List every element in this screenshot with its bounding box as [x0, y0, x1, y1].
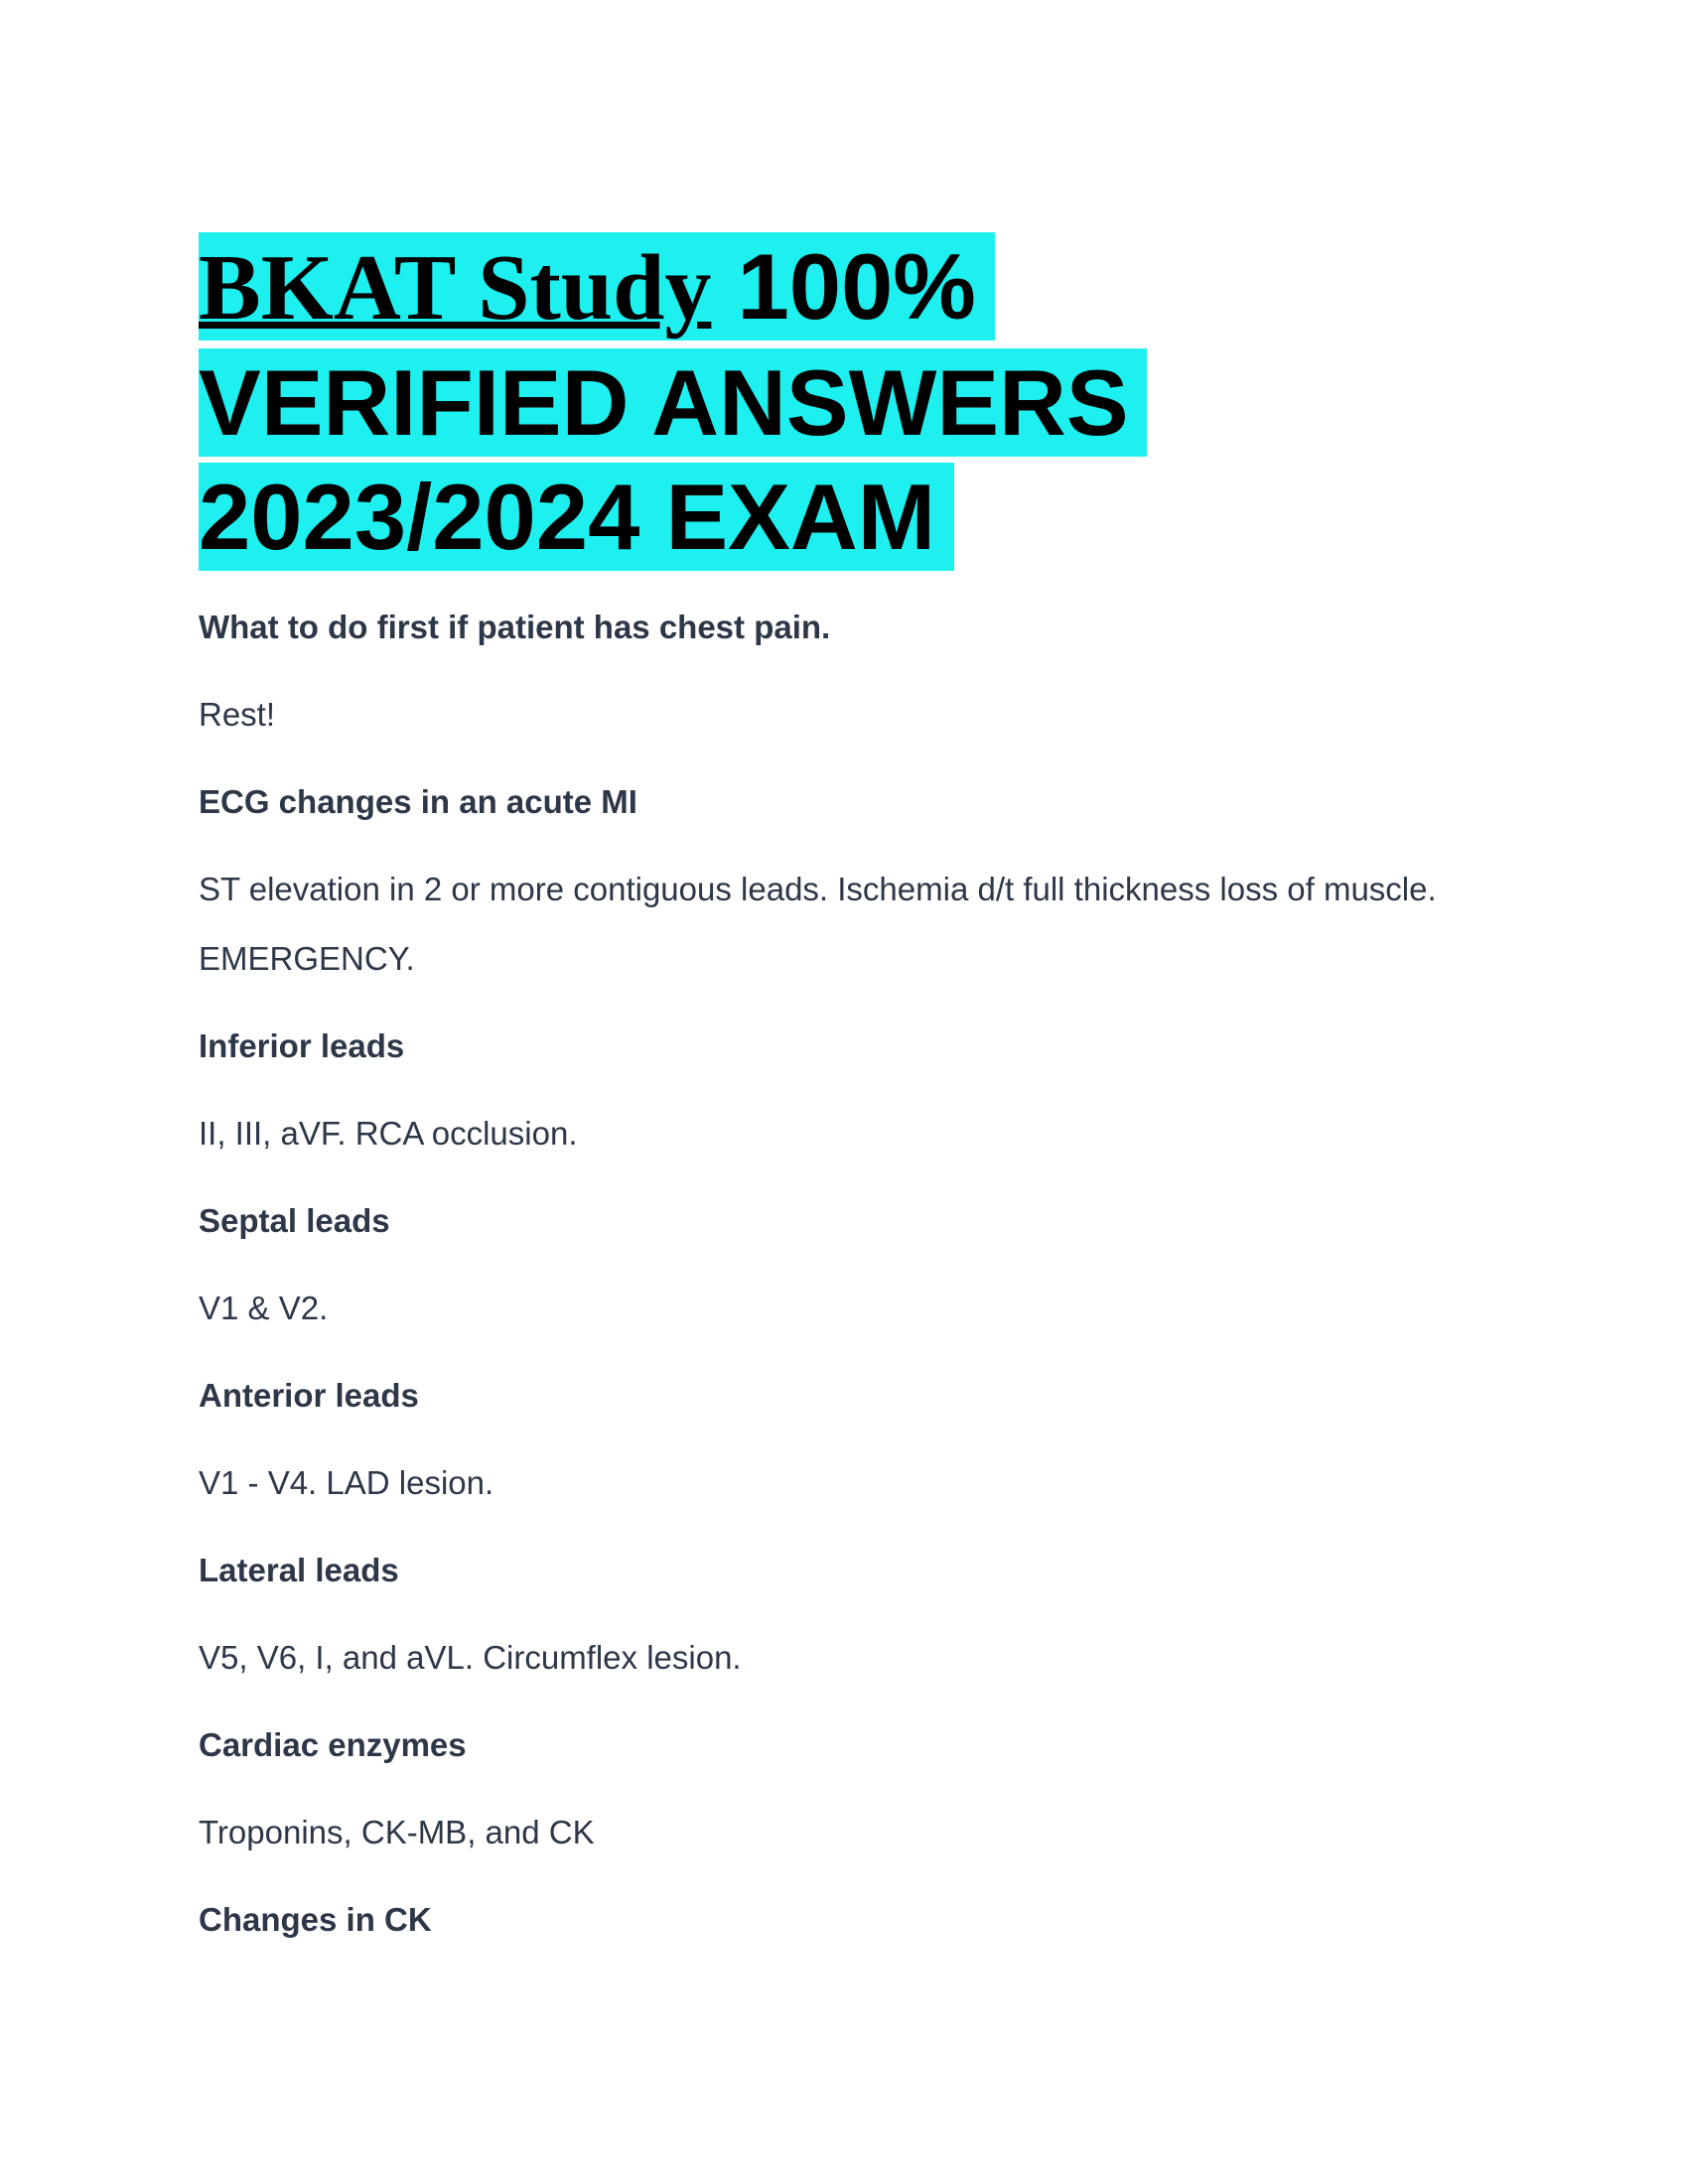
title-line-2 [199, 345, 1509, 460]
question-heading [199, 767, 1509, 837]
question-heading [199, 1361, 1509, 1431]
answer-text [199, 680, 1509, 750]
title-line-3-highlight: 2023/2024 EXAM [199, 463, 954, 571]
answer-text [199, 1274, 1509, 1343]
question-heading [199, 1012, 1509, 1081]
document-body [199, 593, 1509, 1955]
paragraph-line: EMERGENCY. [199, 940, 415, 977]
title-line-3 [199, 460, 1509, 574]
paragraph-line: V5, V6, I, and aVL. Circumflex lesion. [199, 1639, 742, 1676]
answer-text [199, 1099, 1509, 1168]
paragraph-line: Changes in CK [199, 1901, 432, 1938]
title-part-bkat-study: BKAT Study [199, 236, 712, 340]
answer-text [199, 1623, 1509, 1693]
title-line-1 [199, 229, 1509, 345]
question-heading [199, 1186, 1509, 1256]
paragraph-line: II, III, aVF. RCA occlusion. [199, 1115, 578, 1152]
document-title [199, 229, 1509, 574]
question-heading [199, 593, 1509, 662]
question-heading [199, 1885, 1509, 1955]
paragraph-line: ECG changes in an acute MI [199, 783, 637, 820]
paragraph-line: Rest! [199, 696, 276, 733]
paragraph-line: Inferior leads [199, 1027, 405, 1064]
answer-text [199, 1798, 1509, 1867]
paragraph-line: ST elevation in 2 or more contiguous leads. Ischemia d/t full thickness loss of muscle. [199, 871, 1437, 907]
title-line-2-highlight: VERIFIED ANSWERS [199, 348, 1147, 457]
paragraph-line: Troponins, CK-MB, and CK [199, 1814, 595, 1850]
question-heading [199, 1536, 1509, 1605]
question-heading [199, 1710, 1509, 1780]
answer-text [199, 1448, 1509, 1518]
title-part-100-percent: 100% [711, 234, 976, 339]
title-line-1-highlight [199, 232, 995, 341]
paragraph-line: Lateral leads [199, 1552, 399, 1588]
paragraph-line: Cardiac enzymes [199, 1726, 467, 1763]
paragraph-line: Septal leads [199, 1202, 390, 1239]
paragraph-line: Anterior leads [199, 1377, 419, 1414]
paragraph-line: V1 - V4. LAD lesion. [199, 1464, 494, 1501]
paragraph-line: V1 & V2. [199, 1290, 329, 1326]
answer-text [199, 855, 1509, 994]
paragraph-line: What to do first if patient has chest pain. [199, 609, 831, 645]
